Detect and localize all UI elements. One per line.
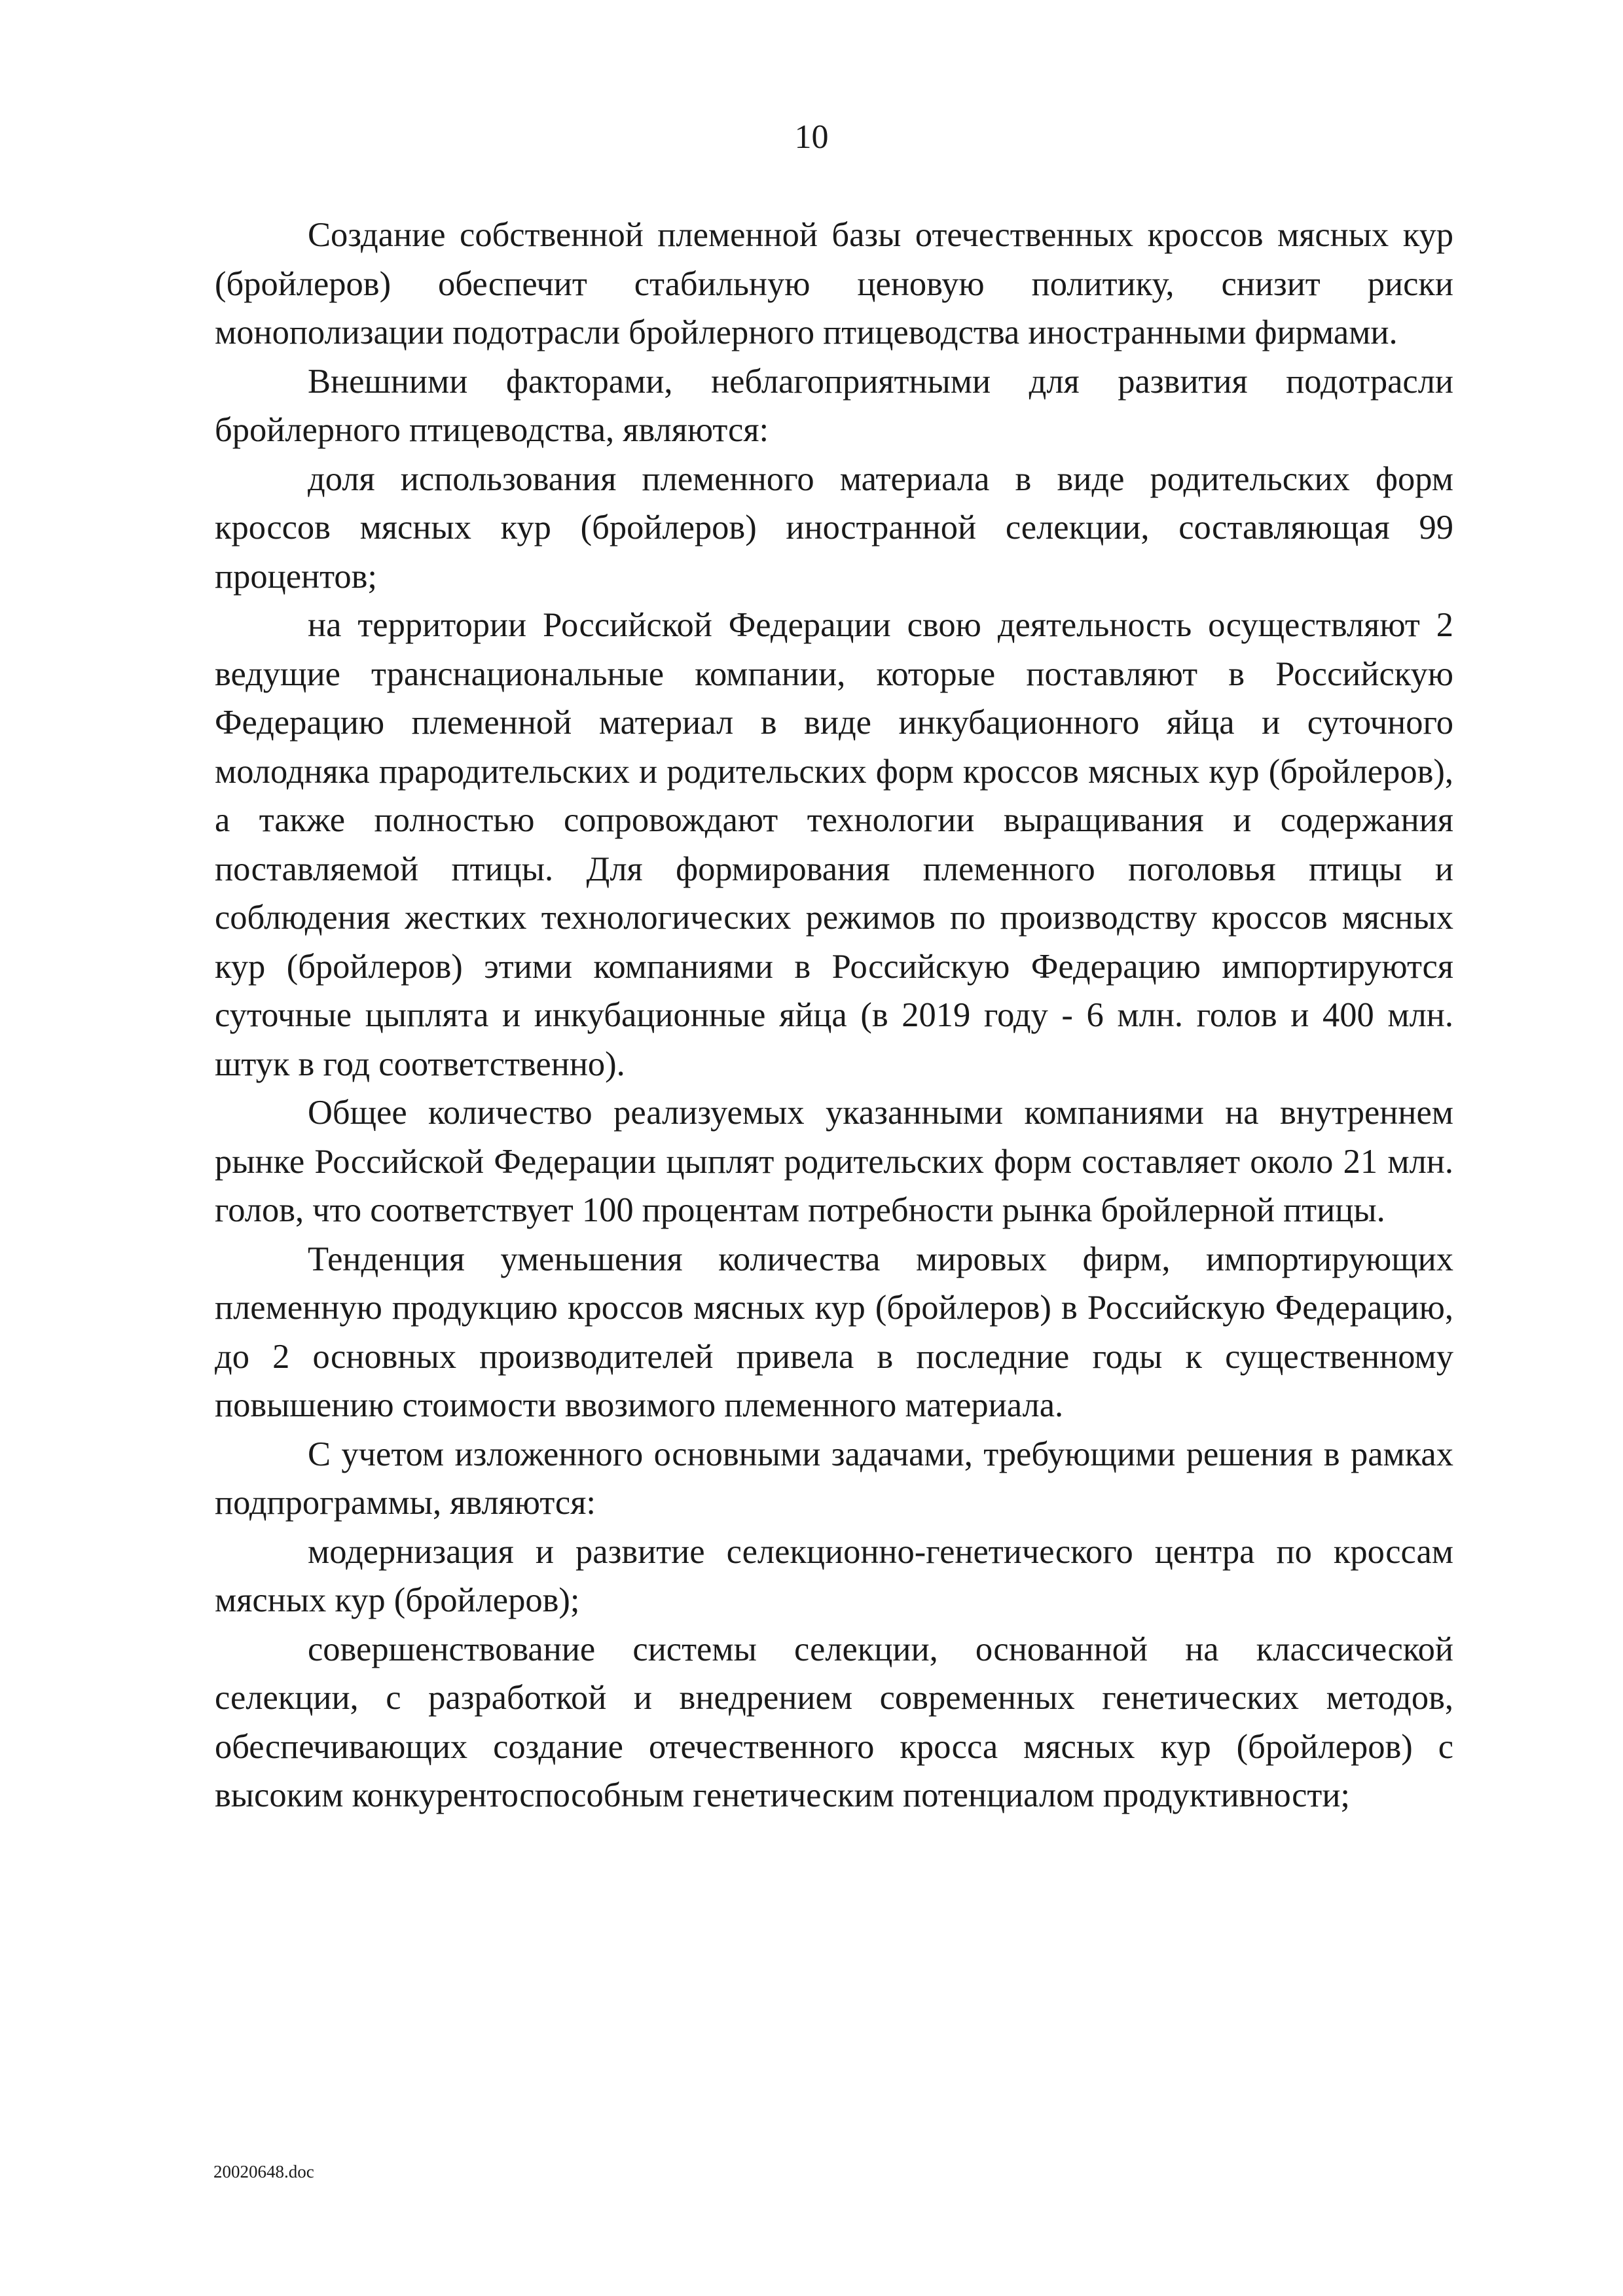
document-body [215, 211, 1453, 1820]
paragraph-task-selection-system: совершенствование системы селекции, основанной на классической селекции, с разработкой и внедрением современных генетических методов, обеспечивающих создание отечественного кросса мясных кур (бройлеров) с высоким конкурентоспособным генетическим потенциалом продуктивности; [215, 1630, 1453, 1814]
paragraph-main-tasks: С учетом изложенного основными задачами, требующими решения в рамках подпрограммы, являются: [215, 1435, 1453, 1522]
paragraph-total-quantity: Общее количество реализуемых указанными компаниями на внутреннем рынке Российской Федерации цыплят родительских форм составляет около 21 млн. голов, что соответствует 100 процентам потребности рынка бройлерной птицы. [215, 1094, 1453, 1229]
paragraph-trend: Тенденция уменьшения количества мировых фирм, импортирующих племенную продукцию кроссов мясных кур (бройлеров) в Российскую Федерацию, до 2 основных производителей привела в последние годы к существенному повышению стоимости ввозимого племенного материала. [215, 1240, 1453, 1424]
paragraph-foreign-share: доля использования племенного материала в виде родительских форм кроссов мясных кур (бройлеров) иностранной селекции, составляющая 99 процентов; [215, 459, 1453, 596]
paragraph-breeding-base: Создание собственной племенной базы отечественных кроссов мясных кур (бройлеров) обеспечит стабильную ценовую политику, снизит риски монополизации подотрасли бройлерного птицеводства иностранными фирмами. [215, 216, 1453, 351]
paragraph-external-factors: Внешними факторами, неблагоприятными для развития подотрасли бройлерного птицеводства, являются: [215, 362, 1453, 449]
paragraph-task-modernization: модернизация и развитие селекционно-генетического центра по кроссам мясных кур (бройлеров); [215, 1532, 1453, 1619]
paragraph-transnational-companies: на территории Российской Федерации свою деятельность осуществляют 2 ведущие транснациональные компании, которые поставляют в Российскую Федерацию племенной материал в виде инкубационного яйца и суточного молодняка прародительских и родительских форм кроссов мясных кур (бройлеров), а также полностью сопровождают технологии выращивания и содержания поставляемой птицы. Для формирования племенного поголовья птицы и соблюдения жестких технологических режимов по производству кроссов мясных кур (бройлеров) этими компаниями в Российскую Федерацию импортируются суточные цыплята и инкубационные яйца (в 2019 году - 6 млн. голов и 400 млн. штук в год соответственно). [215, 606, 1453, 1083]
footer-filename: 20020648.doc [213, 2162, 314, 2181]
page-number: 10 [794, 118, 829, 156]
